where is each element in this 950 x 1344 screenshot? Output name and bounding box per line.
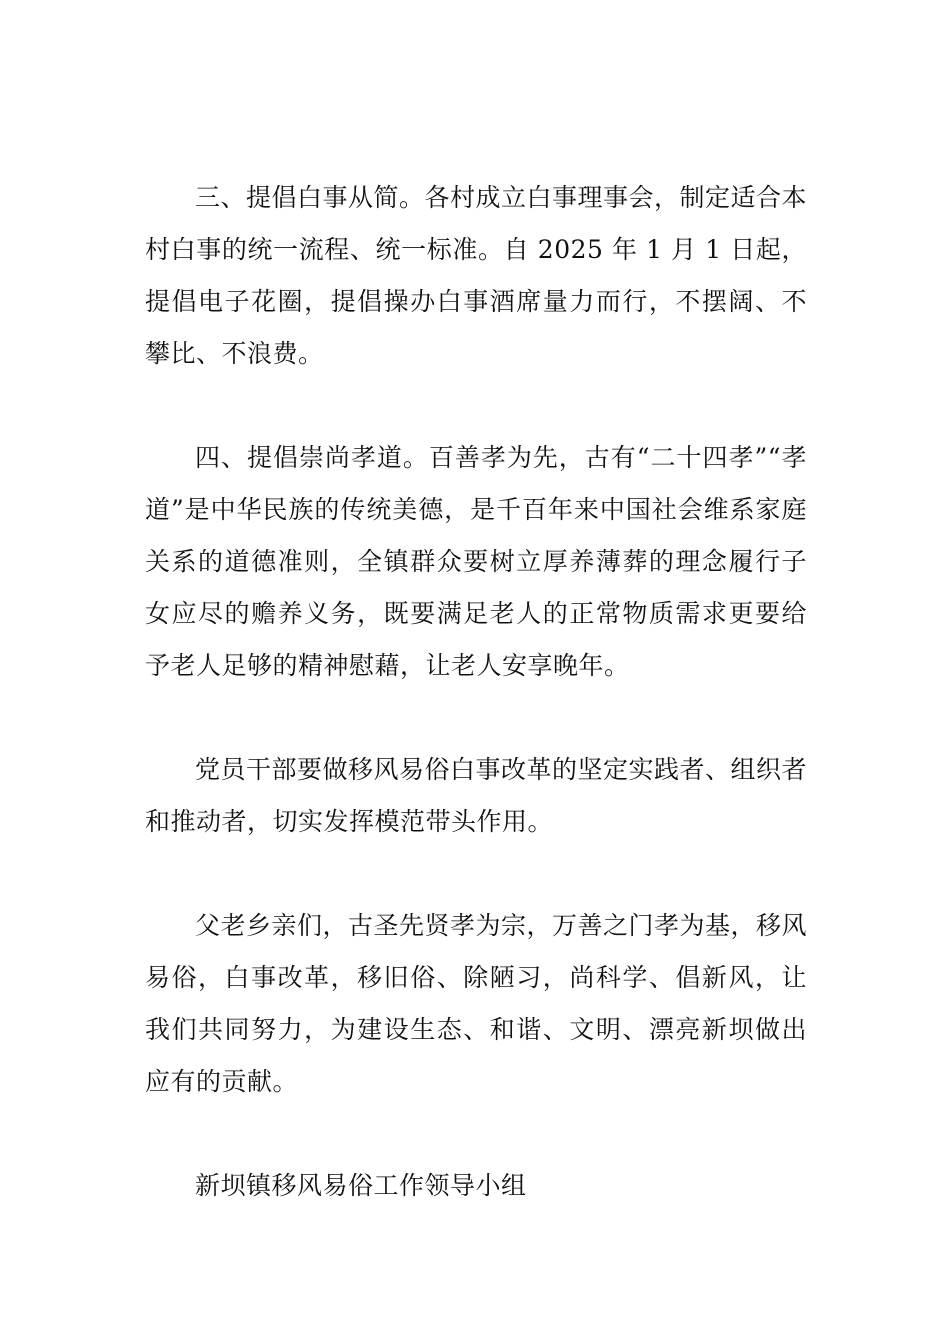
document-body [145,172,807,1212]
paragraph-filial-piety: 四、提倡崇尚孝道。百善孝为先，古有“二十四孝”“孝道”是中华民族的传统美德，是千百年来中国社会维系家庭关系的道德准则，全镇群众要树立厚养薄葬的理念履行子女应尽的赡养义务，既要满足老人的正常物质需求更要给予老人足够的精神慰藉，让老人安享晚年。 [145,443,807,680]
signature-line: 新坝镇移风易俗工作领导小组 [195,1171,527,1200]
paragraph-appeal: 父老乡亲们，古圣先贤孝为宗，万善之门孝为基，移风易俗，白事改革，移旧俗、除陋习，尚科学、倡新风，让我们共同努力，为建设生态、和谐、文明、漂亮新坝做出应有的贡献。 [145,911,808,1096]
paragraph-funeral-simplicity: 三、提倡白事从简。各村成立白事理事会，制定适合本村白事的统一流程、统一标准。自 2025 年 1 月 1 日起，提倡电子花圈，提倡操办白事酒席量力而行，不摆阔、不攀比、不浪费。 [145,183,808,368]
paragraph-party-members: 党员干部要做移风易俗白事改革的坚定实践者、组织者和推动者，切实发挥模范带头作用。 [145,755,808,836]
